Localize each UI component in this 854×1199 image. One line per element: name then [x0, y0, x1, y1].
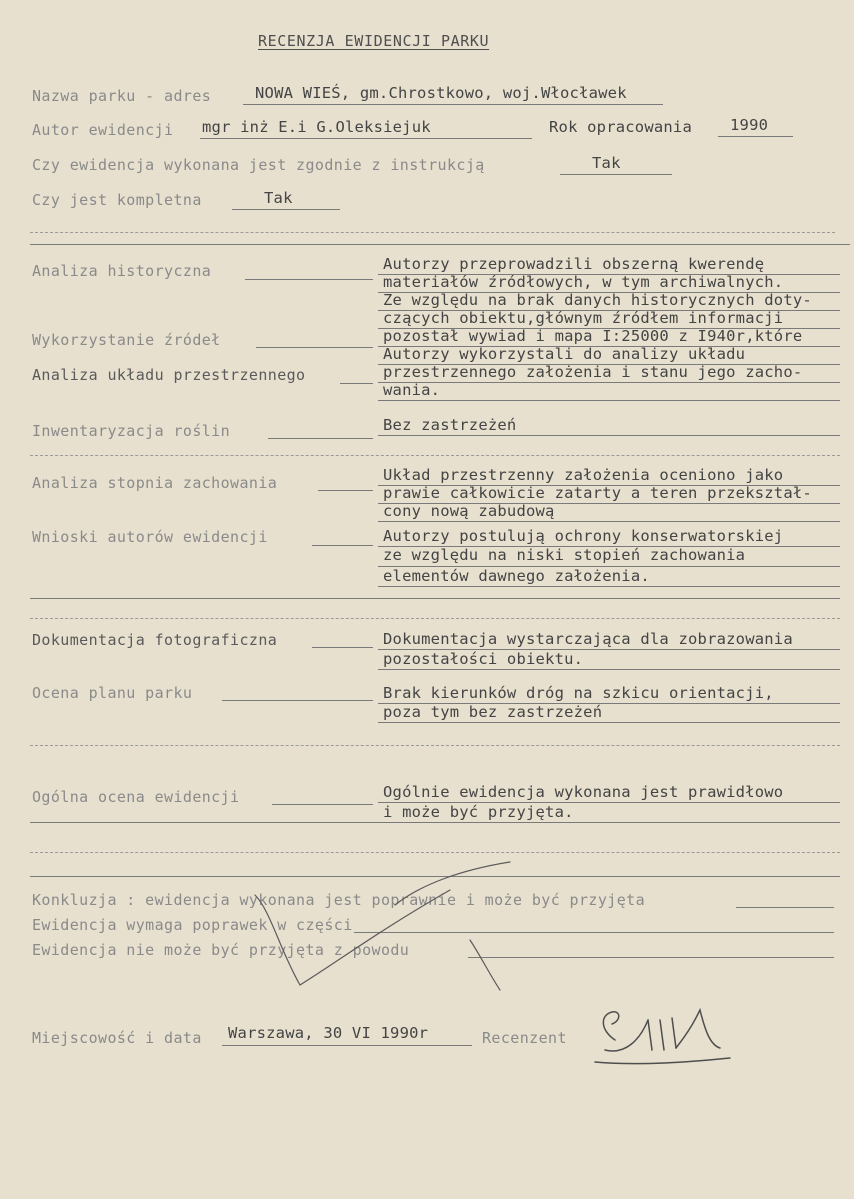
complete-value: Tak: [264, 189, 293, 207]
crossout-stroke: [395, 862, 510, 905]
year-value: 1990: [730, 116, 769, 134]
plants-value: Bez zastrzeżeń: [383, 416, 517, 434]
review-form: RECENZJA EWIDENCJI PARKU Nazwa parku - adres NOWA WIEŚ, gm.Chrostkowo, woj.Włocławek Autor ewidencji mgr inż E.i G.Oleksiejuk Rok opracowania 1990 Czy ewidencja wykonana jest zgodnie z instrukcją Tak Czy jest kompletna Tak Analiza historyczna Wykorzystanie źródeł Analiza układu przestrzennego Autorzy przeprowadzili obszerną kwerendę materiałów źródłowych, w tym archiwalnych. Ze względu na brak danych historycznych doty- czących obiektu,głównym źródłem informacji pozostał wywiad i mapa I:25000 z I940r,które Autorzy wykorzystali do analizy układu przestrzennego założenia i stanu jego zacho- wania. Inwentaryzacja roślin Bez zastrzeżeń Analiza stopnia zachowania Układ przestrzenny założenia oceniono jako prawie całkowicie zatarty a teren przekształ- cony nową zabudową Wnioski autorów ewidencji Autorzy postulują ochrony konserwatorskiej ze względu na niski stopień zachowania elementów dawnego założenia. Dokumentacja fotograficzna Dokumentacja wystarczająca dla zobrazowania pozostałości obiektu. Ocena planu parku Brak kierunków dróg na szkicu orientacji, poza tym bez zastrzeżeń Ogólna ocena ewidencji Ogólnie ewidencja wykonana jest prawidłowo i może być przyjęta. Konkluzja : ewidencja wykonana jest poprawnie i może być przyjęta Ewidencja wymaga poprawek w części Ewidencja nie może być przyjęta z powodu Miejscowość i data Warszawa, 30 VI 1990r Recenzent: [0, 0, 854, 1199]
author-value: mgr inż E.i G.Oleksiejuk: [202, 118, 431, 136]
author-label: Autor ewidencji: [32, 121, 174, 139]
instruction-value: Tak: [592, 154, 621, 172]
place-date-label: Miejscowość i data: [32, 1029, 202, 1047]
park-name-label: Nazwa parku - adres: [32, 87, 212, 105]
sources-label: Wykorzystanie źródeł: [32, 331, 221, 349]
preservation-label: Analiza stopnia zachowania: [32, 474, 278, 492]
crossout-stroke: [300, 890, 450, 985]
conclusion-line-3: Ewidencja nie może być przyjęta z powodu: [32, 941, 410, 959]
park-name-value: NOWA WIEŚ, gm.Chrostkowo, woj.Włocławek: [255, 84, 627, 102]
reviewer-signature: [595, 1010, 730, 1064]
reviewer-label: Recenzent: [482, 1029, 567, 1047]
crossout-stroke: [255, 895, 300, 985]
crossout-stroke: [470, 940, 500, 990]
photo-label: Dokumentacja fotograficzna: [32, 631, 278, 649]
year-label: Rok opracowania: [549, 118, 692, 136]
historical-label: Analiza historyczna: [32, 262, 212, 280]
instruction-label: Czy ewidencja wykonana jest zgodnie z instrukcją: [32, 156, 485, 174]
complete-label: Czy jest kompletna: [32, 191, 202, 209]
plants-label: Inwentaryzacja roślin: [32, 422, 231, 440]
plan-label: Ocena planu parku: [32, 684, 193, 702]
conclusion-line-1: Konkluzja : ewidencja wykonana jest poprawnie i może być przyjęta: [32, 891, 645, 909]
overall-label: Ogólna ocena ewidencji: [32, 788, 240, 806]
conclusion-line-2: Ewidencja wymaga poprawek w części: [32, 916, 353, 934]
page-title: RECENZJA EWIDENCJI PARKU: [258, 32, 490, 50]
spatial-label: Analiza układu przestrzennego: [32, 366, 306, 384]
place-date-value: Warszawa, 30 VI 1990r: [228, 1024, 429, 1042]
conclusions-label: Wnioski autorów ewidencji: [32, 528, 268, 546]
